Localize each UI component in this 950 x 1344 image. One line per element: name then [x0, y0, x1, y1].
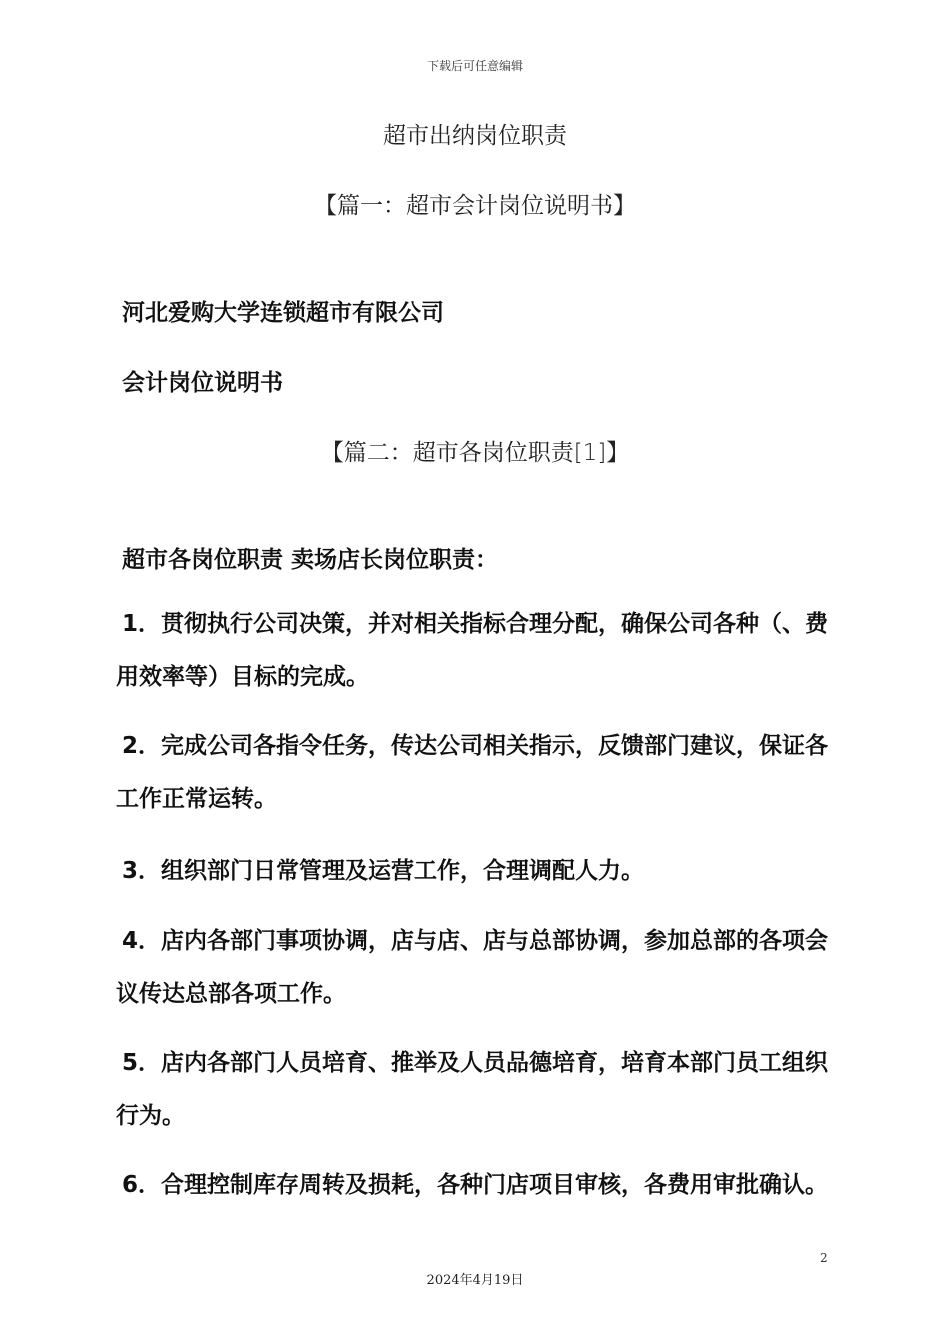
duty-item-5 — [116, 1037, 836, 1143]
duty-item-text-continued: 工作正常运转。 — [116, 786, 277, 812]
duty-item-text: 3．组织部门日常管理及运营工作，合理调配人力。 — [122, 858, 645, 884]
duty-item-text-continued: 用效率等）目标的完成。 — [116, 664, 369, 690]
duty-item-text: 1．贯彻执行公司决策，并对相关指标合理分配，确保公司各种（、费 — [122, 611, 829, 637]
company-name: 河北爱购大学连锁超市有限公司 — [122, 300, 444, 326]
duty-item-text: 4．店内各部门事项协调，店与店、店与总部协调，参加总部的各项会 — [122, 928, 829, 954]
duties-intro: 超市各岗位职责 卖场店长岗位职责： — [122, 547, 499, 573]
duty-item-1 — [116, 598, 836, 704]
duty-item-text: 5．店内各部门人员培育、推举及人员品德培育，培育本部门员工组织 — [122, 1050, 829, 1076]
duty-item-3 — [116, 845, 836, 898]
section-heading-2: 【篇二：超市各岗位职责[1]】 — [320, 440, 630, 466]
document-subtitle: 会计岗位说明书 — [122, 370, 283, 396]
duty-item-4 — [116, 915, 836, 1021]
page-header: 下载后可任意编辑 — [426, 59, 523, 73]
duty-item-text: 2．完成公司各指令任务，传达公司相关指示，反馈部门建议，保证各 — [122, 733, 829, 759]
duty-item-text: 6．合理控制库存周转及损耗，各种门店项目审核，各费用审批确认。 — [122, 1172, 829, 1198]
duty-item-2 — [116, 720, 836, 826]
duty-item-text-continued: 行为。 — [116, 1103, 185, 1129]
duty-item-6 — [116, 1159, 836, 1212]
duty-item-text-continued: 议传达总部各项工作。 — [116, 981, 346, 1007]
page-number: 2 — [820, 1251, 828, 1265]
document-title: 超市出纳岗位职责 — [383, 123, 567, 149]
footer-date: 2024年4月19日 — [426, 1273, 524, 1288]
section-heading-1: 【篇一：超市会计岗位说明书】 — [314, 193, 636, 219]
